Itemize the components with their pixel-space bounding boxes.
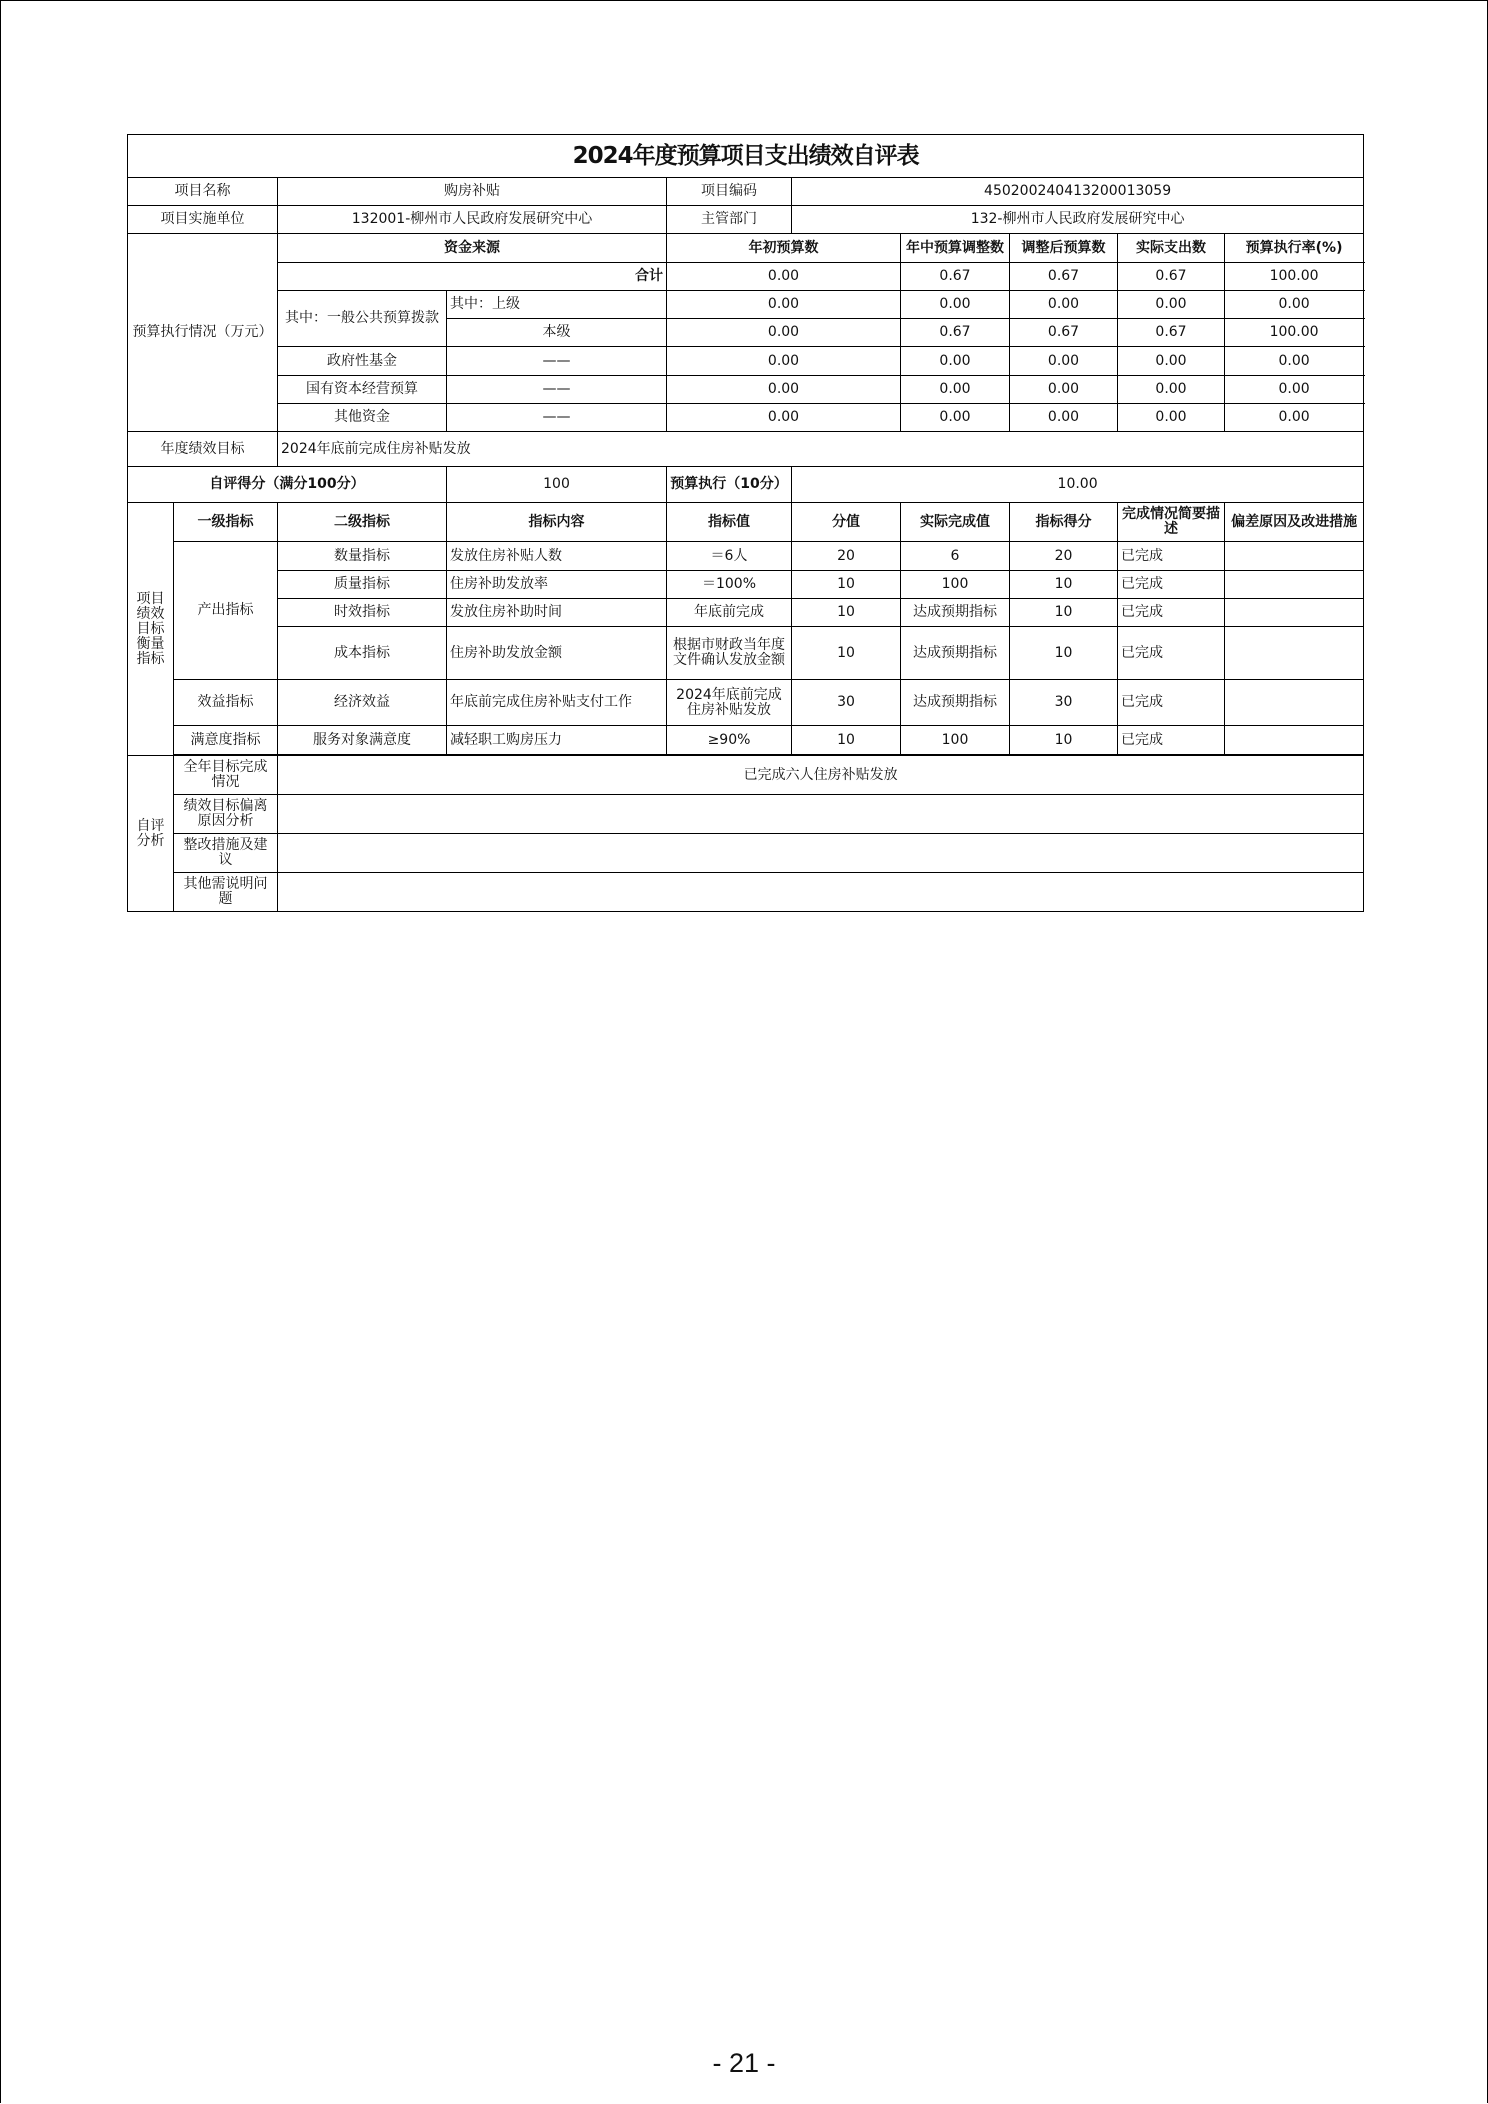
budget-cell: 0.00 (667, 376, 901, 404)
table-row (128, 571, 1364, 599)
indicator-target: 年底前完成 (667, 599, 792, 627)
budget-upper-label: 其中：上级 (447, 291, 667, 319)
goal-value: 2024年底前完成住房补贴发放 (278, 432, 1364, 467)
indicator-score: 20 (1010, 542, 1118, 571)
analysis-label: 其他需说明问题 (174, 873, 278, 912)
indicator-section-label: 项目绩效目标衡量指标 (128, 503, 174, 756)
budget-cell: 0.00 (1118, 347, 1225, 376)
budget-cell: 0.00 (901, 376, 1010, 404)
budget-dash: —— (447, 347, 667, 376)
budget-cell: 0.00 (1225, 376, 1364, 404)
budget-cell: 0.00 (1010, 291, 1118, 319)
indicator-weight: 10 (792, 726, 901, 755)
budget-general-label: 其中：一般公共预算拨款 (278, 291, 447, 347)
indicator-status: 已完成 (1118, 680, 1225, 726)
indicator-content: 减轻职工购房压力 (447, 726, 667, 755)
analysis-section-label: 自评分析 (128, 756, 174, 912)
budget-cell: 100.00 (1225, 319, 1364, 347)
dept-label: 主管部门 (667, 206, 792, 234)
indicator-actual: 100 (901, 726, 1010, 755)
budget-header-source: 资金来源 (278, 234, 667, 263)
goal-label: 年度绩效目标 (128, 432, 278, 467)
analysis-value (278, 795, 1364, 834)
analysis-label: 全年目标完成情况 (174, 756, 278, 795)
indicator-satisfaction-label: 满意度指标 (174, 726, 278, 755)
budget-state-capital-label: 国有资本经营预算 (278, 376, 447, 404)
indicator-weight: 20 (792, 542, 901, 571)
budget-row-other (128, 404, 1364, 432)
self-score-value: 100 (447, 467, 667, 503)
budget-row-upper (128, 291, 1364, 319)
budget-section-label: 预算执行情况（万元） (128, 234, 278, 432)
indicator-status: 已完成 (1118, 627, 1225, 680)
indicator-target: 2024年底前完成住房补贴发放 (667, 680, 792, 726)
budget-cell: 0.00 (1010, 376, 1118, 404)
page-title: 2024年度预算项目支出绩效自评表 (128, 135, 1364, 178)
analysis-label: 整改措施及建议 (174, 834, 278, 873)
indicator-actual: 100 (901, 571, 1010, 599)
indicator-target: 根据市财政当年度文件确认发放金额 (667, 627, 792, 680)
project-unit-label: 项目实施单位 (128, 206, 278, 234)
budget-header-actual: 实际支出数 (1118, 234, 1225, 263)
budget-other-label: 其他资金 (278, 404, 447, 432)
indicator-target: ＝100% (667, 571, 792, 599)
indicator-target: ＝6人 (667, 542, 792, 571)
indicator-reason (1225, 542, 1364, 571)
exec-score-value: 10.00 (792, 467, 1364, 503)
indicator-reason (1225, 627, 1364, 680)
indicator-reason (1225, 726, 1364, 755)
budget-cell: 0.00 (1225, 291, 1364, 319)
budget-header-adjust: 年中预算调整数 (901, 234, 1010, 263)
indicator-header-content: 指标内容 (447, 503, 667, 542)
budget-cell: 0.00 (1225, 404, 1364, 432)
indicator-status: 已完成 (1118, 571, 1225, 599)
analysis-label: 绩效目标偏离原因分析 (174, 795, 278, 834)
budget-cell: 0.00 (667, 319, 901, 347)
indicator-score: 10 (1010, 571, 1118, 599)
indicator-reason (1225, 599, 1364, 627)
budget-cell: 0.67 (1118, 319, 1225, 347)
indicator-content: 住房补助发放金额 (447, 627, 667, 680)
indicator-level2: 经济效益 (278, 680, 447, 726)
budget-row-state-capital (128, 376, 1364, 404)
dept-value: 132-柳州市人民政府发展研究中心 (792, 206, 1364, 234)
project-name-label: 项目名称 (128, 178, 278, 206)
budget-cell: 100.00 (1225, 263, 1364, 291)
budget-cell: 0.67 (901, 263, 1010, 291)
indicator-weight: 10 (792, 599, 901, 627)
budget-cell: 0.67 (1010, 263, 1118, 291)
indicator-content: 发放住房补贴人数 (447, 542, 667, 571)
indicator-weight: 10 (792, 627, 901, 680)
budget-cell: 0.00 (667, 291, 901, 319)
analysis-value: 已完成六人住房补贴发放 (278, 756, 1364, 795)
indicator-header-level2: 二级指标 (278, 503, 447, 542)
indicator-header-reason: 偏差原因及改进措施 (1225, 503, 1364, 542)
indicator-score: 30 (1010, 680, 1118, 726)
table-row (128, 627, 1364, 680)
budget-dash: —— (447, 404, 667, 432)
indicator-level2: 时效指标 (278, 599, 447, 627)
budget-header-initial: 年初预算数 (667, 234, 901, 263)
budget-cell: 0.00 (667, 347, 901, 376)
budget-row-gov-fund (128, 347, 1364, 376)
indicator-level2: 质量指标 (278, 571, 447, 599)
page-number: - 21 - (712, 2048, 776, 2078)
table-row (128, 795, 1364, 834)
indicator-header-target: 指标值 (667, 503, 792, 542)
indicator-actual: 达成预期指标 (901, 680, 1010, 726)
indicator-score: 10 (1010, 726, 1118, 755)
budget-cell: 0.67 (1118, 263, 1225, 291)
table-row (128, 542, 1364, 571)
budget-cell: 0.00 (901, 347, 1010, 376)
indicator-actual: 6 (901, 542, 1010, 571)
budget-cell: 0.67 (901, 319, 1010, 347)
budget-local-label: 本级 (447, 319, 667, 347)
budget-cell: 0.00 (1118, 404, 1225, 432)
table-row (128, 599, 1364, 627)
budget-cell: 0.00 (1118, 291, 1225, 319)
budget-cell: 0.67 (1010, 319, 1118, 347)
indicator-level2: 服务对象满意度 (278, 726, 447, 755)
budget-cell: 0.00 (1010, 347, 1118, 376)
budget-gov-fund-label: 政府性基金 (278, 347, 447, 376)
indicator-header-actual: 实际完成值 (901, 503, 1010, 542)
budget-row-total (128, 263, 1364, 291)
indicator-content: 发放住房补助时间 (447, 599, 667, 627)
budget-cell: 0.00 (667, 404, 901, 432)
indicator-status: 已完成 (1118, 726, 1225, 755)
table-row (128, 756, 1364, 795)
table-row (128, 680, 1364, 726)
indicator-actual: 达成预期指标 (901, 627, 1010, 680)
project-code-value: 450200240413200013059 (792, 178, 1364, 206)
budget-cell: 0.00 (667, 263, 901, 291)
indicator-score: 10 (1010, 599, 1118, 627)
indicator-reason (1225, 680, 1364, 726)
budget-header-rate: 预算执行率(%) (1225, 234, 1364, 263)
budget-cell: 0.00 (901, 291, 1010, 319)
table-row (128, 726, 1364, 755)
indicator-reason (1225, 571, 1364, 599)
project-code-label: 项目编码 (667, 178, 792, 206)
indicator-weight: 10 (792, 571, 901, 599)
analysis-value (278, 834, 1364, 873)
indicator-level2: 数量指标 (278, 542, 447, 571)
indicator-content: 年底前完成住房补贴支付工作 (447, 680, 667, 726)
indicator-header-level1: 一级指标 (174, 503, 278, 542)
indicator-header-weight: 分值 (792, 503, 901, 542)
budget-cell: 0.00 (901, 404, 1010, 432)
project-unit-value: 132001-柳州市人民政府发展研究中心 (278, 206, 667, 234)
indicator-status: 已完成 (1118, 542, 1225, 571)
indicator-header-score: 指标得分 (1010, 503, 1118, 542)
budget-cell: 0.00 (1225, 347, 1364, 376)
indicator-level2: 成本指标 (278, 627, 447, 680)
table-row (128, 873, 1364, 912)
self-score-label: 自评得分（满分100分） (128, 467, 447, 503)
indicator-content: 住房补助发放率 (447, 571, 667, 599)
analysis-value (278, 873, 1364, 912)
indicator-target: ≥90% (667, 726, 792, 755)
budget-header-adjusted: 调整后预算数 (1010, 234, 1118, 263)
budget-dash: —— (447, 376, 667, 404)
indicator-status: 已完成 (1118, 599, 1225, 627)
indicator-benefit-label: 效益指标 (174, 680, 278, 726)
indicator-header-status: 完成情况简要描述 (1118, 503, 1225, 542)
indicator-score: 10 (1010, 627, 1118, 680)
indicator-output-label: 产出指标 (174, 542, 278, 680)
budget-cell: 0.00 (1010, 404, 1118, 432)
budget-total-label: 合计 (278, 263, 667, 291)
project-name-value: 购房补贴 (278, 178, 667, 206)
budget-cell: 0.00 (1118, 376, 1225, 404)
indicator-weight: 30 (792, 680, 901, 726)
performance-evaluation-table (127, 134, 1364, 912)
exec-score-label: 预算执行（10分） (667, 467, 792, 503)
indicator-actual: 达成预期指标 (901, 599, 1010, 627)
table-row (128, 834, 1364, 873)
